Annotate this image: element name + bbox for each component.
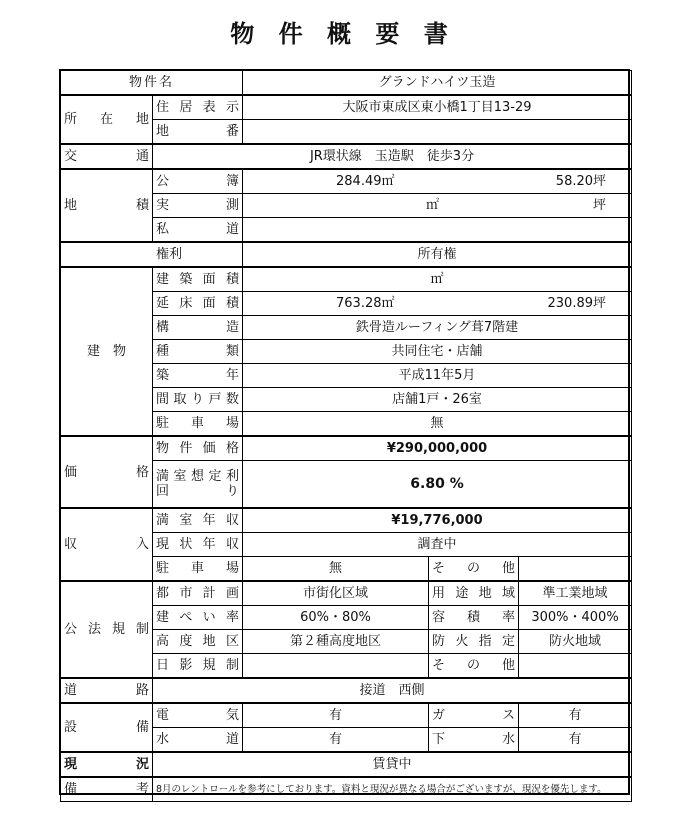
lot-label: 地番: [153, 120, 243, 145]
row-address: [61, 95, 632, 120]
registry-values: [243, 169, 632, 194]
income-parking-value: 無: [243, 557, 429, 582]
footprint-value: ㎡: [243, 267, 632, 292]
price-label: 価 格: [61, 436, 153, 508]
floor-area-values: [243, 292, 632, 316]
registry-label: 公簿: [153, 169, 243, 194]
type-value: 共同住宅・店舗: [243, 340, 632, 364]
actual-label: 実測: [153, 194, 243, 218]
address-label: 住居表示: [153, 95, 243, 120]
gas-value: 有: [519, 703, 632, 728]
far-value: 300%・400%: [519, 606, 632, 630]
address-value: 大阪市東成区東小橋1丁目13-29: [243, 95, 632, 120]
sewer-value: 有: [519, 728, 632, 753]
coverage-value: 60%・80%: [243, 606, 429, 630]
status-value: 賃貸中: [153, 752, 632, 777]
income-other-label: その他: [429, 557, 519, 582]
water-value: 有: [243, 728, 429, 753]
income-current-label: 現状年収: [153, 533, 243, 557]
yield-value: 6.80 %: [243, 461, 632, 509]
status-label: 現 況: [61, 752, 153, 777]
income-parking-label: 駐車場: [153, 557, 243, 582]
structure-value: 鉄骨造ルーフィング葺7階建: [243, 316, 632, 340]
type-label: 種類: [153, 340, 243, 364]
gas-label: ガス: [429, 703, 519, 728]
yield-label-line-1: 満室想定利: [156, 469, 240, 484]
actual-values: [243, 194, 632, 218]
actual-tsubo: 坪: [593, 198, 607, 213]
private-road-value: [243, 218, 632, 243]
yield-label-line-2: 回り: [156, 484, 240, 499]
row-price: [61, 436, 632, 461]
rights-value: 所有権: [243, 242, 632, 267]
row-property-name: [61, 71, 632, 96]
structure-label: 構造: [153, 316, 243, 340]
built-label: 築年: [153, 364, 243, 388]
built-value: 平成11年5月: [243, 364, 632, 388]
shadow-label: 日影規制: [153, 654, 243, 679]
fire-label: 防火指定: [429, 630, 519, 654]
units-value: 店舗1戸・26室: [243, 388, 632, 412]
yield-label: [153, 461, 243, 509]
transport-value: JR環状線 玉造駅 徒歩3分: [153, 144, 632, 169]
row-remarks: [61, 777, 632, 802]
floor-area-label: 延床面積: [153, 292, 243, 316]
height-value: 第２種高度地区: [243, 630, 429, 654]
far-label: 容積率: [429, 606, 519, 630]
registry-tsubo: 58.20坪: [555, 174, 607, 189]
units-label: 間取り戸数: [153, 388, 243, 412]
property-name-label: 物件名: [61, 71, 243, 96]
property-summary-table: [60, 70, 632, 802]
registry-sqm: 284.49㎡: [336, 174, 395, 189]
row-income-full: [61, 508, 632, 533]
coverage-label: 建ぺい率: [153, 606, 243, 630]
electric-value: 有: [243, 703, 429, 728]
city-plan-label: 都市計画: [153, 581, 243, 606]
regulations-label: 公法規制: [61, 581, 153, 678]
electric-label: 電気: [153, 703, 243, 728]
land-area-label: 地 積: [61, 169, 153, 242]
facilities-label: 設 備: [61, 703, 153, 752]
row-footprint: [61, 267, 632, 292]
shadow-value: [243, 654, 429, 679]
income-current-value: 調査中: [243, 533, 632, 557]
building-parking-label: 駐車場: [153, 412, 243, 437]
income-full-value: ¥19,776,000: [243, 508, 632, 533]
location-label: 所 在 地: [61, 95, 153, 144]
building-label: 建 物: [61, 267, 153, 436]
building-parking-value: 無: [243, 412, 632, 437]
sewer-label: 下水: [429, 728, 519, 753]
row-electric-gas: [61, 703, 632, 728]
water-label: 水道: [153, 728, 243, 753]
road-label: 道 路: [61, 678, 153, 703]
city-plan-value: 市街化区域: [243, 581, 429, 606]
row-road: [61, 678, 632, 703]
property-name-value: グランドハイツ玉造: [243, 71, 632, 96]
floor-area-tsubo: 230.89坪: [547, 296, 607, 311]
price-value: ¥290,000,000: [243, 436, 632, 461]
regulations-other-value: [519, 654, 632, 679]
row-land-registry: [61, 169, 632, 194]
fire-value: 防火地域: [519, 630, 632, 654]
row-city-plan: [61, 581, 632, 606]
price-item-label: 物件価格: [153, 436, 243, 461]
remarks-value: 8月のレントロールを参考にしております。資料と現況が異なる場合がございますが、現況を優先します。: [153, 777, 632, 802]
actual-sqm: ㎡: [426, 198, 440, 213]
document-title: 物 件 概 要 書: [230, 20, 456, 48]
use-zone-value: 準工業地域: [519, 581, 632, 606]
footprint-label: 建築面積: [153, 267, 243, 292]
lot-value: [243, 120, 632, 145]
row-transport: [61, 144, 632, 169]
road-value: 接道 西側: [153, 678, 632, 703]
floor-area-sqm: 763.28㎡: [336, 296, 395, 311]
income-full-label: 満室年収: [153, 508, 243, 533]
regulations-other-label: その他: [429, 654, 519, 679]
private-road-label: 私道: [153, 218, 243, 243]
row-rights: [61, 242, 632, 267]
use-zone-label: 用途地域: [429, 581, 519, 606]
height-label: 高度地区: [153, 630, 243, 654]
transport-label: 交 通: [61, 144, 153, 169]
income-other-value: [519, 557, 632, 582]
rights-label: 権利: [61, 242, 243, 267]
row-status: [61, 752, 632, 777]
remarks-label: 備 考: [61, 777, 153, 802]
income-label: 収 入: [61, 508, 153, 581]
